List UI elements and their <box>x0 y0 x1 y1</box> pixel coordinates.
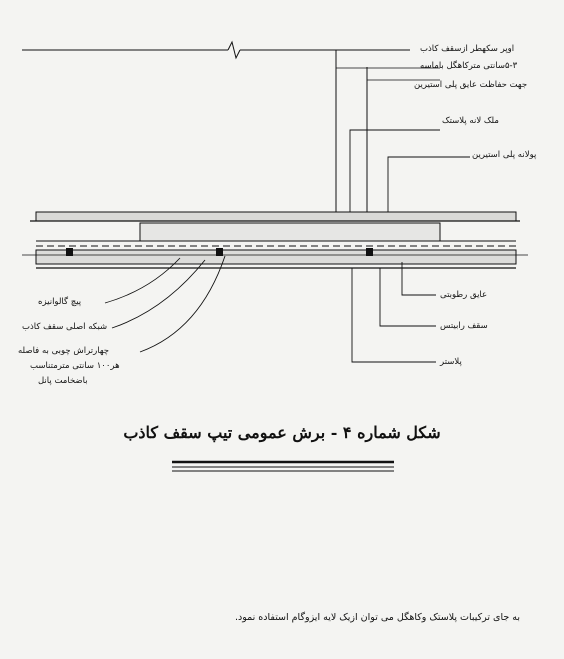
label-plastic: ملک لانه پلاستک <box>442 116 499 126</box>
label-spacing: هر۱۰۰ سانتی مترمتناسب <box>30 361 120 371</box>
label-moisture-insulation: عایق رطوبتی <box>440 290 488 300</box>
label-panel-thickness: باضخامت پانل <box>38 376 88 386</box>
label-main-grid: شبکه اصلی سقف کاذب <box>22 322 108 332</box>
label-wood-battens: چهارتراش چوبی به فاصله <box>18 346 110 356</box>
footnote-text: به جای ترکیبات پلاستک وکاهگل می توان ازیک لایه ایزوگام استفاده نمود. <box>234 612 520 623</box>
label-rabitz-ceiling: سقف رابیتس <box>440 321 488 331</box>
label-kahgel: ۵-۳سانتی مترکاهگل باماسه <box>420 61 518 71</box>
label-polystyrene: پولانه پلی استیرین <box>472 150 537 160</box>
label-protection: جهت حفاظت عایق پلی استیرین <box>414 80 528 90</box>
figure-caption: شکل شماره ۴ - برش عمومی تیپ سقف کاذب <box>123 423 441 442</box>
label-distance-above: اوپر سکهطر ازسقف کاذب <box>420 44 515 54</box>
label-plaster: پلاستر <box>440 357 462 367</box>
label-galvanized-screw: پیچ گالوانیزه <box>38 297 82 307</box>
